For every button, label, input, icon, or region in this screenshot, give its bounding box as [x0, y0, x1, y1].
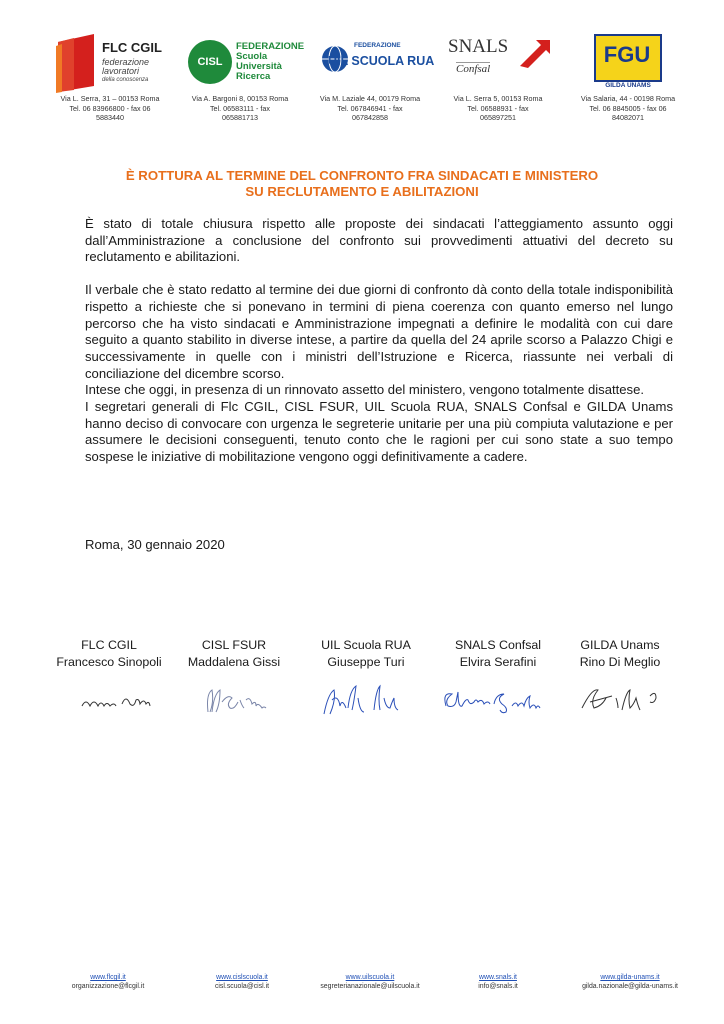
footer-email: gilda.nazionale@gilda-unams.it [582, 983, 678, 990]
uil-wordmark: UIL SCUOLA RUA [328, 54, 435, 68]
flc-subtitle-1: federazione [102, 57, 150, 67]
snals-confsal: Confsal [456, 63, 491, 75]
paragraph-4: I segretari generali di Flc CGIL, CISL FSUR, UIL Scuola RUA, SNALS Confsal e GILDA Unams hanno deciso di convocare con urgenza le segreterie unitarie per una più compiuta valutazione e per assumere le decisioni conseguenti, tenuto conto che le ragioni per cui sono state a suo tempo sospese le iniziative di mobilitazione vengono oggi definitivamente a cadere. [85, 399, 673, 465]
snals-logo [448, 30, 552, 96]
flc-flag-icon [54, 32, 98, 94]
title-line-2: SU RECLUTAMENTO E ABILITAZIONI [245, 184, 479, 199]
uil-top-text: FEDERAZIONE [354, 42, 401, 49]
header-logos [42, 30, 692, 100]
footer-uil [306, 973, 434, 991]
signer-org: UIL Scuola RUA [321, 638, 411, 652]
cisl-line-1: FEDERAZIONE [236, 41, 305, 52]
snals-arrow-icon [518, 36, 552, 70]
cisl-logo [188, 30, 308, 96]
title-line-1: È ROTTURA AL TERMINE DEL CONFRONTO FRA SINDACATI E MINISTERO [125, 168, 599, 183]
signature-gissi [200, 678, 278, 720]
document-title [60, 168, 664, 200]
paragraph-3: Intese che oggi, in presenza di un rinnovato assetto del ministero, vengono totalmente disattese. [85, 382, 645, 398]
flc-subtitle-3: della conoscenza [102, 77, 149, 83]
footer-website-link[interactable]: www.cislscuola.it [216, 974, 268, 981]
footer-email: organizzazione@flcgil.it [71, 983, 145, 990]
footer-website-link[interactable]: www.flcgil.it [90, 974, 126, 981]
address-cisl: Via A. Bargoni 8, 00153 Roma Tel. 06583111 - fax 065881713 [191, 94, 289, 122]
document-body [85, 216, 673, 466]
signer-person: Giuseppe Turi [327, 655, 405, 669]
signer-org: SNALS Confsal [454, 638, 542, 652]
footer-gilda [566, 973, 694, 991]
document-date: Roma, 30 gennaio 2020 [85, 537, 225, 552]
signature-serafini [438, 678, 554, 720]
footer-website-link[interactable]: www.gilda-unams.it [600, 974, 660, 981]
address-snals: Via L. Serra 5, 00153 Roma Tel. 06588931 - fax 065897251 [453, 94, 543, 122]
flc-subtitle-2: lavoratori [102, 66, 140, 76]
snals-wordmark: SNALS [448, 36, 509, 57]
uil-scuola-logo [310, 30, 436, 96]
cisl-mark: CISL [197, 56, 223, 68]
cisl-line-3: Università [236, 61, 282, 72]
footer-email: cisl.scuola@cisl.it [214, 983, 270, 990]
cisl-line-2: Scuola [236, 51, 268, 62]
signer-person: Rino Di Meglio [579, 655, 661, 669]
address-uil: Via M. Laziale 44, 00179 Roma Tel. 067846941 - fax 067842858 [319, 94, 421, 122]
signer-org: CISL FSUR [201, 638, 267, 652]
signature-sinopoli [78, 678, 162, 720]
signer-person: Francesco Sinopoli [56, 655, 162, 669]
address-flc: Via L. Serra, 31 – 00153 Roma Tel. 06 83966800 - fax 06 5883440 [60, 94, 160, 122]
footer-cisl [178, 973, 306, 991]
signature-di-meglio [576, 678, 678, 720]
footer-website-link[interactable]: www.uilscuola.it [345, 974, 395, 981]
cisl-line-4: Ricerca [236, 71, 271, 82]
signature-turi [318, 678, 414, 720]
signer-person: Elvira Serafini [459, 655, 537, 669]
flc-cgil-logo [54, 30, 172, 96]
signer-org: GILDA Unams [580, 638, 660, 652]
gilda-mark: FGU [603, 42, 651, 67]
footer-email: info@snals.it [478, 983, 518, 990]
paragraph-1: È stato di totale chiusura rispetto alle proposte dei sindacati l’atteggiamento assunto oggi dall’Amministrazione a conclusione del confronto sui provvedimenti attuativi del decreto su reclutamento e abilitazioni. [85, 216, 673, 265]
signer-cisl [170, 637, 298, 671]
address-gilda: Via Salaria, 44 - 00198 Roma Tel. 06 8845005 - fax 06 84082071 [580, 94, 676, 122]
footer-flc [44, 973, 172, 991]
signer-person: Maddalena Gissi [187, 655, 281, 669]
gilda-sub: GILDA UNAMS [605, 82, 651, 89]
footer-website-link[interactable]: www.snals.it [479, 974, 517, 981]
signer-gilda [556, 637, 684, 671]
signer-flc [45, 637, 173, 671]
gilda-logo [594, 30, 672, 96]
footer-email: segreterianazionale@uilscuola.it [320, 983, 420, 990]
footer-snals [434, 973, 562, 991]
signer-snals [434, 637, 562, 671]
signer-org: FLC CGIL [81, 638, 137, 652]
signer-uil [302, 637, 430, 671]
paragraph-2: Il verbale che è stato redatto al termine dei due giorni di confronto dà conto della totale indisponibilità rispetto a richieste che si ponevano in termini di piena coerenza con quanto emerso nel lungo percorso che ha visto sindacati e Amministrazione impegnati a definire le modalità con cui dare seguito a quanto stabilito in diverse intese, a partire da quella del 24 aprile scorso a Palazzo Chigi e successivamente in quelle con i ministri dell’Istruzione e Ricerca, riassunte nei verbali di conciliazione del dicembre scorso. [85, 282, 673, 381]
flc-wordmark: FLC CGIL [102, 40, 162, 55]
